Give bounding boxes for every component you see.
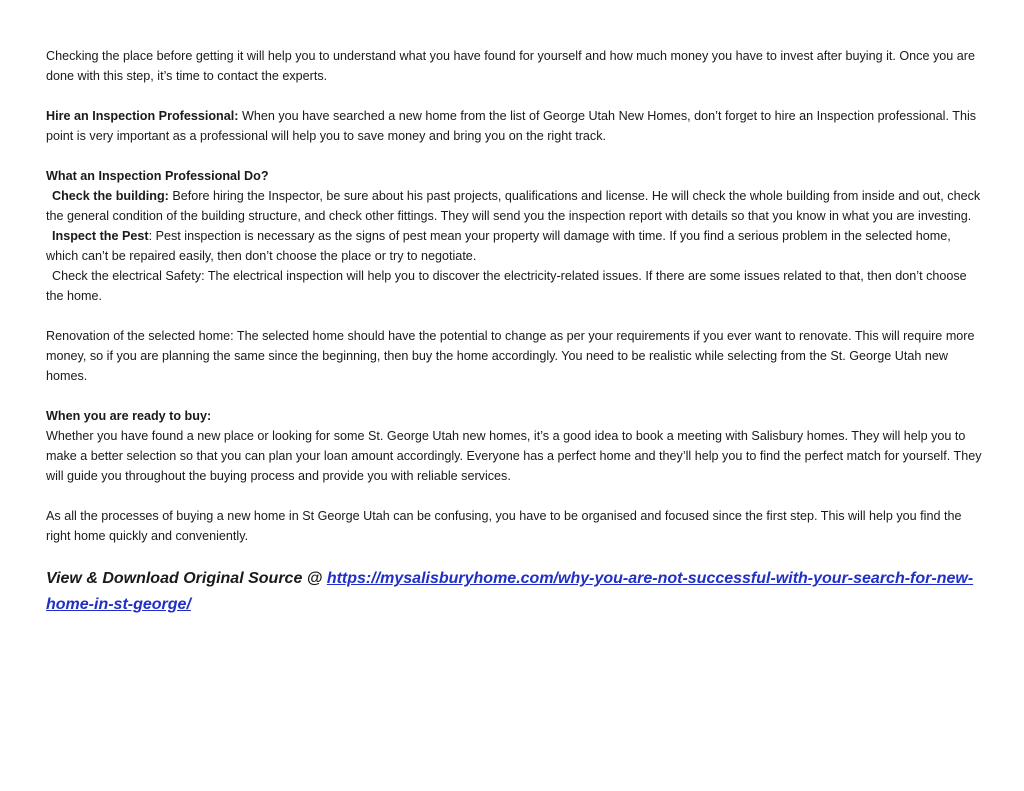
inspection-heading: What an Inspection Professional Do? <box>46 169 269 183</box>
ready-section <box>46 406 982 486</box>
closing-paragraph <box>46 506 982 546</box>
ready-heading: When you are ready to buy: <box>46 409 212 423</box>
renovation-paragraph <box>46 326 982 386</box>
check-building-heading: Check the building: <box>52 189 169 203</box>
hire-paragraph <box>46 106 982 146</box>
inspect-pest-text: : Pest inspection is necessary as the signs of pest mean your property will damage with time. If you find a serious problem in the selected home, which can’t be repaired easily, then don’t choose the place or try to negotiate. <box>46 229 951 263</box>
electrical-text: Check the electrical Safety: The electrical inspection will help you to discover the electricity-related issues. If there are some issues related to that, then don’t choose the home. <box>46 269 967 303</box>
inspection-section <box>46 166 982 306</box>
ready-text: Whether you have found a new place or looking for some St. George Utah new homes, it’s a good idea to book a meeting with Salisbury homes. They will help you to make a better selection so that you can plan your loan amount accordingly. Everyone has a perfect home and they’ll help you to find the perfect match for yourself. They will guide you throughout the buying process and provide you with reliable services. <box>46 429 982 483</box>
inspect-pest-heading: Inspect the Pest <box>52 229 149 243</box>
intro-paragraph <box>46 46 982 86</box>
document-page <box>46 46 982 618</box>
electrical-paragraph <box>46 266 982 306</box>
hire-text: When you have searched a new home from the list of George Utah New Homes, don’t forget to hire an Inspection professional. This point is very important as a professional will help you to save money and bring you on the right track. <box>46 109 977 143</box>
check-building-text: Before hiring the Inspector, be sure about his past projects, qualifications and license. He will check the whole building from inside and out, check the general condition of the building structure, and check other fittings. They will send you the inspection report with details so that you know in what you are investing. <box>46 189 981 223</box>
inspect-pest-paragraph <box>46 226 982 266</box>
intro-text: Checking the place before getting it will help you to understand what you have found for yourself and how much money you have to invest after buying it. Once you are done with this step, it’s time to contact the experts. <box>46 49 975 83</box>
renovation-text: Renovation of the selected home: The selected home should have the potential to change as per your requirements if you ever want to renovate. This will require more money, so if you are planning the same since the beginning, then buy the home accordingly. You need to be realistic while selecting from the St. George Utah new homes. <box>46 329 975 383</box>
source-link[interactable]: https://mysalisburyhome.com/why-you-are-not-successful-with-your-search-for-new-home-in-st-george/ <box>46 570 974 613</box>
closing-text: As all the processes of buying a new home in St George Utah can be confusing, you have to be organised and focused since the first step. This will help you find the right home quickly and conveniently. <box>46 509 962 543</box>
source-line <box>46 566 982 618</box>
check-building-paragraph <box>46 186 982 226</box>
hire-heading: Hire an Inspection Professional: <box>46 109 239 123</box>
source-label: View & Download Original Source @ <box>46 570 327 587</box>
